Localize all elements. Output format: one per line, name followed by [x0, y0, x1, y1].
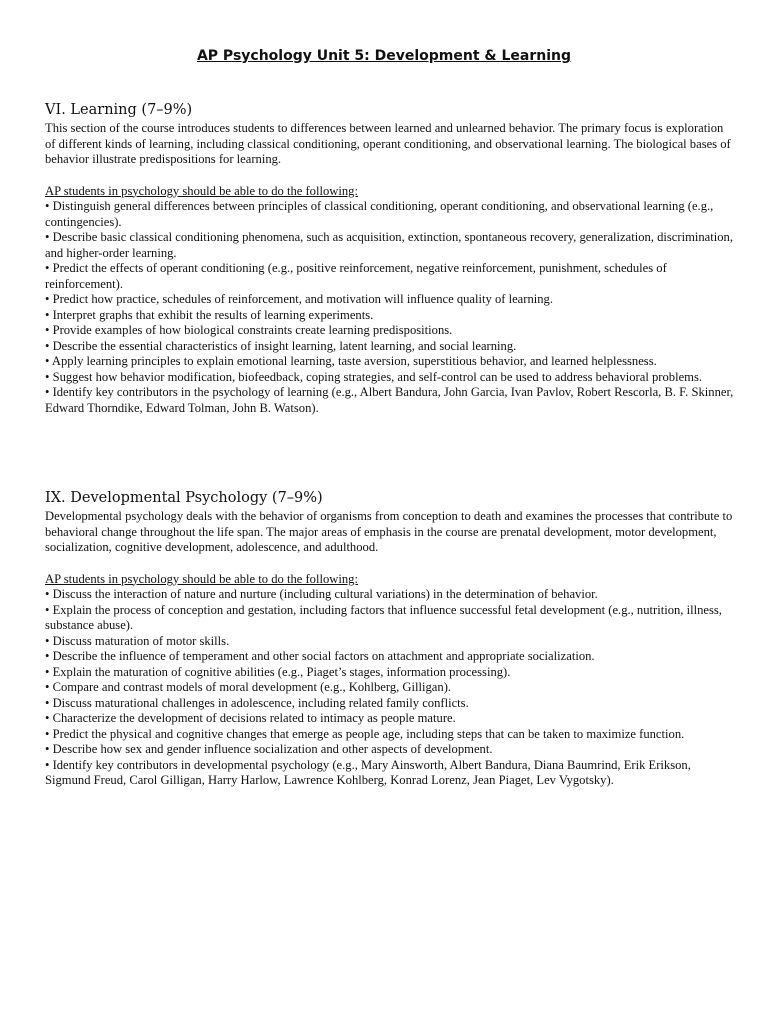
list-item: [45, 711, 735, 727]
list-item: [45, 339, 735, 355]
list-item: [45, 587, 735, 603]
list-item: [45, 385, 735, 416]
list-item: [45, 696, 735, 712]
list-item: [45, 308, 735, 324]
list-item-text: Predict the physical and cognitive changes that emerge as people age, including steps that can be taken to maximize function.: [52, 726, 685, 741]
list-item: [45, 742, 735, 758]
list-item-text: Predict how practice, schedules of reinforcement, and motivation will influence quality of learning.: [52, 292, 553, 306]
list-item: [45, 758, 735, 789]
list-item-text: Identify key contributors in developmental psychology (e.g., Mary Ainsworth, Albert Bandura, Diana Baumrind, Erik Erikson, Sigmund Freud, Carol Gilligan, Harry Harlow, Lawrence Kohlberg, Konrad Lorenz, Jean Piaget, Lev Vygotsky).: [45, 757, 691, 787]
list-item: [45, 680, 735, 696]
list-item-text: Provide examples of how biological constraints create learning predispositions.: [52, 323, 453, 337]
bullet-icon: •: [45, 680, 53, 694]
bullet-icon: •: [45, 649, 53, 663]
learning-objectives-list: [45, 199, 735, 416]
bullet-icon: •: [45, 726, 53, 741]
development-intro: Developmental psychology deals with the behavior of organisms from conception to death and examines the processes that contribute to behavioral change throughout the life span. The major areas of emphasis in the course are prenatal development, motor development, socialization, cognitive development, adolescence, and adulthood.: [45, 509, 733, 554]
list-item-text: Characterize the development of decisions related to intimacy as people mature.: [52, 711, 456, 725]
list-item: [45, 354, 735, 370]
list-item: [45, 323, 735, 339]
document-title: AP Psychology Unit 5: Development & Learning: [196, 48, 572, 64]
bullet-icon: •: [45, 742, 53, 756]
bullet-icon: •: [45, 338, 53, 353]
learning-intro: This section of the course introduces students to differences between learned and unlearned behavior. The primary focus is exploration of different kinds of learning, including classical conditioning, operant conditioning, and observational learning. The biological bases of behavior illustrate predispositions for learning.: [45, 121, 731, 166]
bullet-icon: •: [45, 587, 53, 601]
bullet-icon: •: [45, 695, 53, 710]
bullet-icon: •: [45, 323, 53, 337]
list-item: [45, 727, 735, 743]
list-item: [45, 649, 735, 665]
list-item-text: Discuss the interaction of nature and nurture (including cultural variations) in the determination of behavior.: [52, 587, 598, 601]
bullet-icon: •: [45, 369, 53, 384]
bullet-icon: •: [45, 307, 53, 322]
list-item-text: Describe the influence of temperament and other social factors on attachment and appropriate socialization.: [52, 649, 595, 663]
learning-objectives-lead: AP students in psychology should be able to do the following:: [45, 183, 358, 198]
development-section: [45, 488, 735, 789]
bullet-icon: •: [45, 261, 53, 275]
list-item: [45, 292, 735, 308]
list-item-text: Compare and contrast models of moral development (e.g., Kohlberg, Gilligan).: [52, 680, 452, 694]
bullet-icon: •: [45, 602, 53, 617]
list-item-text: Describe the essential characteristics of insight learning, latent learning, and social learning.: [52, 338, 517, 353]
list-item: [45, 230, 735, 261]
list-item: [45, 634, 735, 650]
bullet-icon: •: [45, 711, 53, 725]
list-item: [45, 199, 735, 230]
bullet-icon: •: [45, 199, 53, 213]
list-item-text: Interpret graphs that exhibit the results of learning experiments.: [52, 307, 374, 322]
list-item: [45, 261, 735, 292]
list-item-text: Describe basic classical conditioning phenomena, such as acquisition, extinction, spontaneous recovery, generalization, discrimination, and higher-order learning.: [45, 230, 734, 260]
bullet-icon: •: [45, 385, 53, 399]
list-item-text: Identify key contributors in the psychology of learning (e.g., Albert Bandura, John Garcia, Ivan Pavlov, Robert Rescorla, B. F. Skinner, Edward Thorndike, Edward Tolman, John B. Watson).: [45, 385, 734, 415]
learning-heading: VI. Learning (7–9%): [45, 102, 193, 118]
development-heading: IX. Developmental Psychology (7–9%): [45, 490, 323, 506]
list-item-text: Apply learning principles to explain emotional learning, taste aversion, superstitious behavior, and learned helplessness.: [51, 354, 657, 368]
list-item-text: Suggest how behavior modification, biofeedback, coping strategies, and self-control can be used to address behavioral problems.: [52, 369, 703, 384]
list-item-text: Predict the effects of operant conditioning (e.g., positive reinforcement, negative reinforcement, punishment, schedules of reinforcement).: [45, 261, 667, 291]
bullet-icon: •: [45, 664, 53, 679]
list-item: [45, 370, 735, 386]
list-item-text: Distinguish general differences between principles of classical conditioning, operant conditioning, and observational learning (e.g., contingencies).: [45, 199, 714, 229]
list-item-text: Explain the process of conception and gestation, including factors that influence successful fetal development (e.g., nutrition, illness, substance abuse).: [45, 602, 722, 632]
list-item: [45, 603, 735, 634]
list-item: [45, 665, 735, 681]
development-objectives-lead: AP students in psychology should be able to do the following:: [45, 571, 358, 586]
bullet-icon: •: [45, 354, 52, 368]
bullet-icon: •: [45, 633, 53, 648]
development-objectives-list: [45, 587, 735, 789]
list-item-text: Discuss maturation of motor skills.: [52, 633, 230, 648]
list-item-text: Explain the maturation of cognitive abilities (e.g., Piaget’s stages, information processing).: [52, 664, 511, 679]
list-item-text: Discuss maturational challenges in adolescence, including related family conflicts.: [52, 695, 469, 710]
learning-section: [45, 100, 735, 416]
bullet-icon: •: [45, 292, 53, 306]
list-item-text: Describe how sex and gender influence socialization and other aspects of development.: [52, 742, 493, 756]
bullet-icon: •: [45, 757, 53, 772]
bullet-icon: •: [45, 230, 53, 244]
